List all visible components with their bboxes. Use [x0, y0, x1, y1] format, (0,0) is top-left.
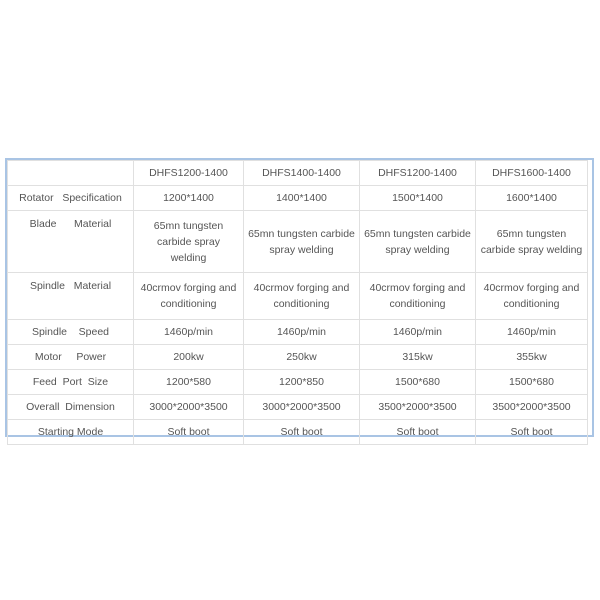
table-cell: 250kw [244, 345, 360, 370]
table-header-row [8, 161, 588, 186]
table-cell: 355kw [476, 345, 588, 370]
table-row [8, 345, 588, 370]
table-cell: 65mn tungsten carbide spray welding [476, 211, 588, 273]
table-cell: Soft boot [134, 420, 244, 445]
table-cell: 65mn tungsten carbide spray welding [244, 211, 360, 273]
table-row [8, 420, 588, 445]
table-cell: 1200*1400 [134, 186, 244, 211]
table-cell: 3500*2000*3500 [360, 395, 476, 420]
row-label: Rotator Specification [8, 186, 134, 211]
spec-table-frame [5, 158, 594, 437]
row-label: Blade Material [8, 211, 134, 273]
table-cell: 1460p/min [134, 320, 244, 345]
row-label: Starting Mode [8, 420, 134, 445]
row-label: Feed Port Size [8, 370, 134, 395]
table-row [8, 395, 588, 420]
table-cell: 3000*2000*3500 [134, 395, 244, 420]
table-cell: 1500*680 [360, 370, 476, 395]
table-cell: 1200*580 [134, 370, 244, 395]
row-label: Overall Dimension [8, 395, 134, 420]
table-cell: 1200*850 [244, 370, 360, 395]
table-cell: Soft boot [360, 420, 476, 445]
table-row [8, 273, 588, 320]
table-cell: 1400*1400 [244, 186, 360, 211]
table-row [8, 211, 588, 273]
table-cell: 40crmov forging and conditioning [360, 273, 476, 320]
table-cell: 1500*680 [476, 370, 588, 395]
table-cell: 1500*1400 [360, 186, 476, 211]
table-cell: 200kw [134, 345, 244, 370]
header-cell-model: DHFS1400-1400 [244, 161, 360, 186]
table-cell: 1460p/min [360, 320, 476, 345]
table-row [8, 320, 588, 345]
table-cell: 1460p/min [476, 320, 588, 345]
table-cell: 65mn tungsten carbide spray welding [360, 211, 476, 273]
table-cell: 1600*1400 [476, 186, 588, 211]
table-cell: Soft boot [244, 420, 360, 445]
row-label: Spindle Speed [8, 320, 134, 345]
row-label: Spindle Material [8, 273, 134, 320]
table-cell: 65mn tungsten carbide spray welding [134, 211, 244, 273]
header-cell-empty [8, 161, 134, 186]
table-cell: 40crmov forging and conditioning [134, 273, 244, 320]
table-cell: 1460p/min [244, 320, 360, 345]
table-cell: 3500*2000*3500 [476, 395, 588, 420]
table-cell: 40crmov forging and conditioning [244, 273, 360, 320]
header-cell-model: DHFS1600-1400 [476, 161, 588, 186]
table-cell: 315kw [360, 345, 476, 370]
table-cell: Soft boot [476, 420, 588, 445]
table-cell: 40crmov forging and conditioning [476, 273, 588, 320]
spec-table [7, 160, 588, 445]
table-row [8, 186, 588, 211]
header-cell-model: DHFS1200-1400 [360, 161, 476, 186]
table-row [8, 370, 588, 395]
row-label: Motor Power [8, 345, 134, 370]
table-cell: 3000*2000*3500 [244, 395, 360, 420]
header-cell-model: DHFS1200-1400 [134, 161, 244, 186]
